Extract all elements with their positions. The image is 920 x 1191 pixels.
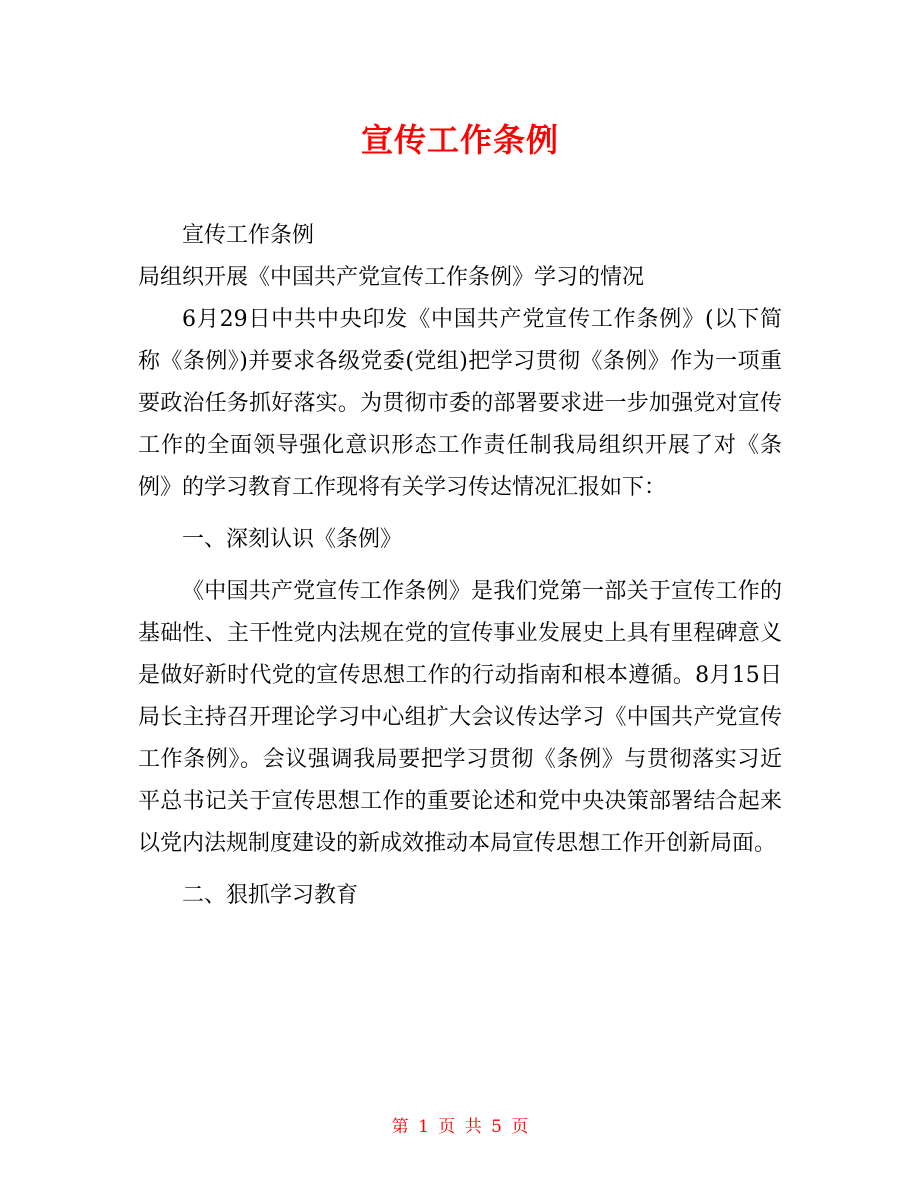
page-number-footer: 第 1 页 共 5 页 [391, 1117, 529, 1137]
paragraph-intro: 6月29日中共中央印发《中国共产党宣传工作条例》(以下简称《条例》)并要求各级党委(党组)把学习贯彻《条例》作为一项重要政治任务抓好落实。为贯彻市委的部署要求进一步加强党对宣传工作的全面领导强化意识形态工作责任制我局组织开展了对《条例》的学习教育工作现将有关学习传达情况汇报如下： [138, 307, 782, 500]
subtitle: 宣传工作条例 [182, 223, 315, 248]
intro-line: 局组织开展《中国共产党宣传工作条例》学习的情况 [138, 265, 645, 290]
section-heading-1: 一、深刻认识《条例》 [182, 527, 403, 552]
document-title: 宣传工作条例 [360, 121, 559, 159]
section-heading-2: 二、狠抓学习教育 [182, 883, 359, 908]
paragraph-section-1: 《中国共产党宣传工作条例》是我们党第一部关于宣传工作的基础性、主干性党内法规在党的宣传事业发展史上具有里程碑意义是做好新时代党的宣传思想工作的行动指南和根本遵循。8月15日局长主持召开理论学习中心组扩大会议传达学习《中国共产党宣传工作条例》。会议强调我局要把学习贯彻《条例》与贯彻落实习近平总书记关于宣传思想工作的重要论述和党中央决策部署结合起来以党内法规制度建设的新成效推动本局宣传思想工作开创新局面。 [138, 579, 782, 856]
document-body [138, 215, 782, 917]
